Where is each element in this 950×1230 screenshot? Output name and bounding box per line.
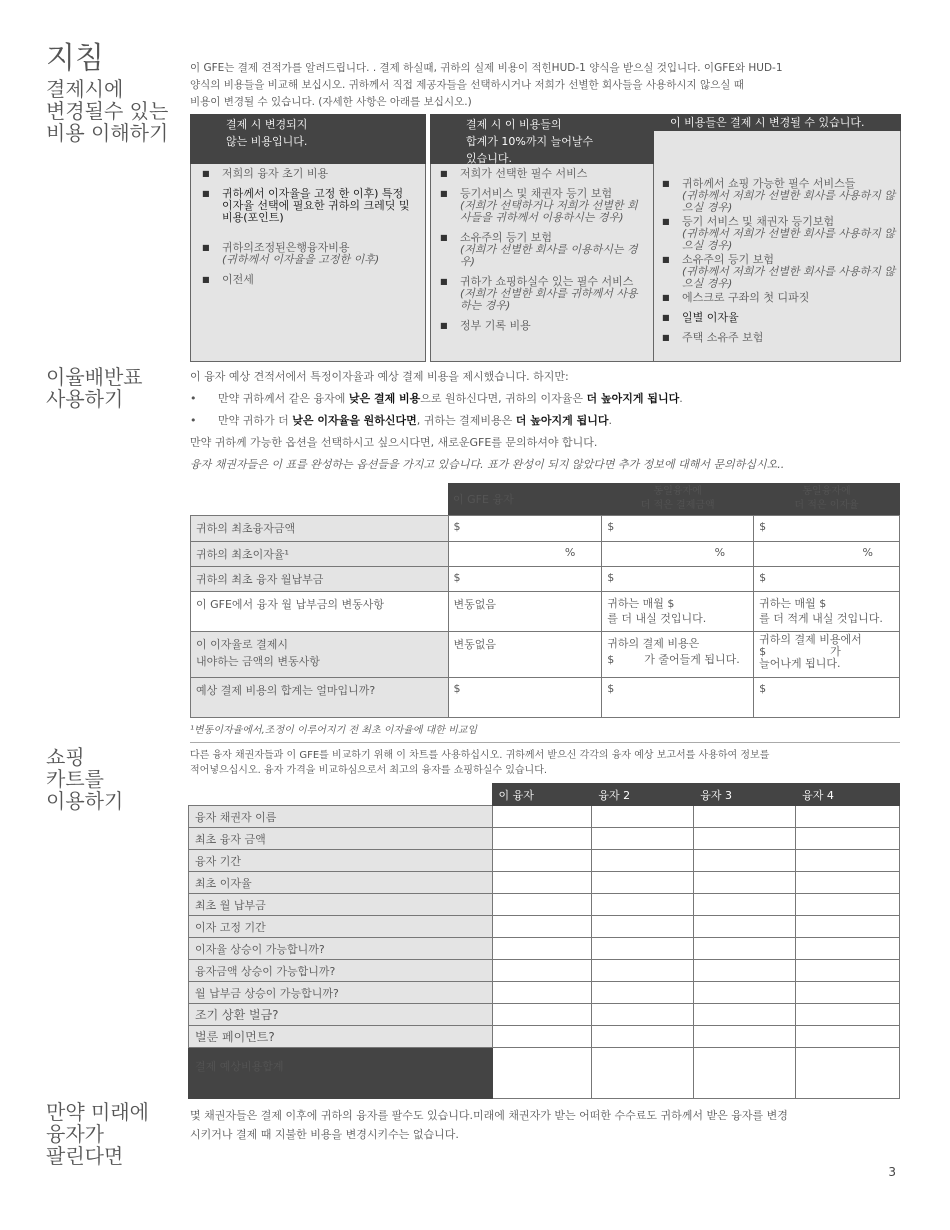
text: 다른 융자 채권자들과 이 GFE를 비교하기 위해 이 차트를 사용하십시오. 귀하께서 받으신 각각의 융자 예상 보고서를 사용하여 정보를	[190, 750, 770, 761]
value-cell[interactable]: $	[754, 516, 900, 542]
table-row	[189, 916, 900, 938]
input-cell[interactable]	[694, 806, 796, 828]
row-label: 귀하의 최초 융자 월납부금	[191, 567, 449, 592]
value-cell[interactable]	[754, 592, 900, 632]
header-loan: 융자 3	[694, 784, 796, 806]
header-this-gfe: 이 GFE 융자	[448, 483, 602, 516]
table-row	[189, 982, 900, 1004]
intro-line: 이 GFE는 결제 견적가를 알려드립니다. . 결제 하실때, 귀하의 실제 비용이 적힌HUD-1 양식을 받으실 것입니다. 이GFE와 HUD-1	[190, 62, 783, 74]
header-text: 더 적은 결제금액	[640, 500, 715, 511]
list-item: ■ 소유주의 등기 보험	[660, 254, 896, 266]
input-cell[interactable]	[694, 828, 796, 850]
input-cell[interactable]	[592, 1004, 694, 1026]
text: 만약 귀하가 더	[218, 414, 293, 427]
value-cell[interactable]: %	[602, 542, 754, 567]
list-item-note: (귀하께서 이자율을 고정한 이후)	[222, 253, 380, 266]
text: 귀하는 매월 $	[607, 597, 675, 610]
header-text: 있습니다.	[466, 152, 513, 165]
value-cell[interactable]: $	[448, 516, 602, 542]
value-cell[interactable]: $	[602, 567, 754, 592]
input-cell[interactable]	[694, 894, 796, 916]
input-cell[interactable]	[592, 960, 694, 982]
text: 적어넣으십시오. 융자 가격을 비교하심으로서 최고의 융자를 쇼핑하실수 있습니다.	[190, 765, 548, 776]
section2-title-line2: 사용하기	[46, 387, 124, 411]
input-cell[interactable]	[492, 850, 592, 872]
text: 만약 귀하께서 같은 융자에	[218, 392, 349, 405]
input-cell[interactable]	[492, 1026, 592, 1048]
header-can-change	[654, 114, 901, 131]
bullet-mark: •	[190, 392, 197, 405]
section3-title-line2: 카트를	[46, 767, 104, 791]
input-cell[interactable]	[694, 982, 796, 1004]
row-label: 융자 기간	[189, 850, 493, 872]
row-label: 벌룬 페이먼트?	[189, 1026, 493, 1048]
header-text: 않는 비용입니다.	[226, 135, 308, 148]
input-cell[interactable]	[592, 850, 694, 872]
list-item: ■ 귀하께서 이자율을 고정 한 이후) 특정 이자율 선택에 필요한 귀하의 크레딧 및 비용(포인트)	[200, 188, 416, 224]
input-cell[interactable]	[694, 1004, 796, 1026]
input-cell[interactable]	[592, 916, 694, 938]
text: 가 줄어들게 됩니다.	[644, 653, 740, 666]
text: 귀하는 매월 $	[759, 597, 827, 610]
value-cell: 변동없음	[448, 632, 602, 678]
table-row	[189, 1004, 900, 1026]
list-item-note: (귀하께서 저희가 선별한 회사를 사용하지 않으실 경우)	[682, 227, 896, 252]
section4-title-line2: 융자가	[46, 1122, 104, 1146]
table-row	[189, 850, 900, 872]
input-cell[interactable]	[492, 806, 592, 828]
text: 늘어나게 됩니다.	[759, 657, 841, 670]
value-cell[interactable]	[602, 592, 754, 632]
value-cell[interactable]: $	[602, 678, 754, 718]
table-row	[189, 1026, 900, 1048]
section1-title-line2: 변경될수 있는	[46, 99, 169, 123]
header-loan: 이 융자	[492, 784, 592, 806]
input-cell[interactable]	[796, 1004, 900, 1026]
row-label: 월 납부금 상승이 가능합니까?	[189, 982, 493, 1004]
list-ten-percent	[438, 168, 644, 340]
list-item: ■ 소유주의 등기 보험	[438, 232, 644, 244]
page-number: 3	[888, 1165, 896, 1179]
header-text: 결제 시 이 비용들의	[466, 118, 562, 131]
text: .	[679, 392, 683, 405]
input-cell[interactable]	[592, 938, 694, 960]
list-item-note: (저희가 선택하거나 저희가 선별한 회사들을 귀하께서 이용하시는 경우)	[460, 199, 638, 224]
row-label: 이자 고정 기간	[189, 916, 493, 938]
list-can-change	[660, 178, 896, 352]
header-text: 더 적은 이자율	[794, 500, 859, 511]
list-item: ■ 귀하가 쇼핑하실수 있는 필수 서비스	[438, 276, 644, 288]
input-cell[interactable]	[492, 916, 592, 938]
section2-title-line1: 이율배반표	[46, 365, 143, 389]
intro-paragraph	[190, 60, 900, 111]
header-loan: 융자 4	[796, 784, 900, 806]
text: $	[759, 645, 767, 658]
value-cell: 변동없음	[448, 592, 602, 632]
bullet-mark: •	[190, 414, 197, 427]
text: $	[607, 653, 615, 666]
input-cell[interactable]	[492, 828, 592, 850]
input-cell[interactable]	[796, 850, 900, 872]
text: 가	[830, 645, 841, 658]
input-cell[interactable]	[694, 938, 796, 960]
input-cell[interactable]	[694, 1048, 796, 1099]
text: , 귀하는 결제비용은	[416, 414, 516, 427]
table-row	[189, 872, 900, 894]
header-text: 결제 시 변경되지	[226, 118, 308, 131]
input-cell[interactable]	[492, 982, 592, 1004]
list-item-note: (저희가 선별한 회사를 귀하께서 사용하는 경우)	[460, 287, 638, 312]
footnote: ¹변동이자율에서,조정이 이루어지기 전 최초 이자율에 대한 비교임	[190, 725, 478, 736]
row-label: 최초 이자율	[189, 872, 493, 894]
divider	[190, 742, 900, 743]
table-row	[189, 828, 900, 850]
value-cell[interactable]: $	[448, 567, 602, 592]
input-cell[interactable]	[592, 806, 694, 828]
text-row	[607, 652, 748, 668]
page-title: 지침	[46, 41, 104, 76]
row-label-total: 결제 예상비용합계	[189, 1048, 493, 1099]
list-item: ■ 주택 소유주 보험	[660, 332, 896, 344]
table-row	[191, 678, 900, 718]
input-cell[interactable]	[592, 872, 694, 894]
header-loan: 융자 2	[592, 784, 694, 806]
header-no-change	[190, 114, 426, 164]
row-label: 융자금액 상승이 가능합니까?	[189, 960, 493, 982]
list-item: ■ 등기서비스 및 채권자 등기 보험	[438, 188, 644, 200]
input-cell[interactable]	[796, 872, 900, 894]
value-cell[interactable]: %	[754, 542, 900, 567]
shopping-intro	[190, 748, 900, 778]
row-label: 최초 월 납부금	[189, 894, 493, 916]
input-cell[interactable]	[796, 1026, 900, 1048]
header-lower-rate	[754, 483, 900, 516]
table-row	[189, 960, 900, 982]
row-label: 예상 결제 비용의 합계는 얼마입니까?	[191, 678, 449, 718]
input-cell[interactable]	[492, 894, 592, 916]
row-label: 조기 상환 벌금?	[189, 1004, 493, 1026]
input-cell[interactable]	[796, 806, 900, 828]
text: 이 이자율로 결제시	[196, 638, 289, 651]
text-emphasis: 더 높아지게 됩니다	[586, 392, 680, 405]
text: 내야하는 금액의 변동사항	[196, 655, 320, 668]
text: 으로 원하신다면, 귀하의 이자율은	[420, 392, 587, 405]
input-cell[interactable]	[492, 872, 592, 894]
section2-heading	[46, 366, 176, 410]
table-row	[191, 516, 900, 542]
list-item-note: (귀하께서 저희가 선별한 회사를 사용하지 않으실 경우)	[682, 265, 896, 290]
list-item: ■ 귀하의조정된은행융자비용	[200, 242, 416, 254]
table-row	[191, 567, 900, 592]
header-text: 동일융자에	[802, 486, 851, 497]
tradeoff-bullet-2	[190, 410, 900, 432]
input-cell[interactable]	[592, 894, 694, 916]
table-row-total	[189, 1048, 900, 1099]
intro-line: 비용이 변경될 수 있습니다. (자세한 사항은 아래를 보십시오.)	[190, 96, 472, 108]
input-cell[interactable]	[796, 894, 900, 916]
input-cell[interactable]	[492, 1004, 592, 1026]
tradeoff-note: 만약 귀하께 가능한 옵션을 선택하시고 싶으시다면, 새로운GFE를 문의하셔야 합니다.	[190, 436, 598, 449]
section1-title-line1: 결제시에	[46, 77, 124, 101]
row-label: 이 GFE에서 융자 월 납부금의 변동사항	[191, 592, 449, 632]
section4-title-line3: 팔린다면	[46, 1144, 124, 1168]
column-divider	[653, 164, 654, 362]
text: 시키거나 결제 때 지불한 비용을 변경시키수는 없습니다.	[190, 1128, 459, 1141]
table-row	[191, 592, 900, 632]
input-cell[interactable]	[796, 982, 900, 1004]
input-cell[interactable]	[694, 916, 796, 938]
input-cell[interactable]	[592, 1048, 694, 1099]
header-lower-settlement	[602, 483, 754, 516]
table-row	[189, 806, 900, 828]
list-item: ■ 일별 이자율	[660, 312, 896, 324]
row-label: 귀하의 최초이자율¹	[191, 542, 449, 567]
text: 를 더 적게 내실 것입니다.	[759, 612, 883, 625]
tradeoff-bullet-1	[190, 388, 900, 410]
header-text: 합계가 10%까지 늘어날수	[466, 135, 594, 148]
input-cell[interactable]	[492, 960, 592, 982]
list-item: ■ 에스크로 구좌의 첫 디파짓	[660, 292, 896, 304]
row-label: 이자율 상승이 가능합니까?	[189, 938, 493, 960]
value-cell[interactable]: %	[448, 542, 602, 567]
section1-title-line3: 비용 이해하기	[46, 121, 169, 145]
list-item-note: (저희가 선별한 회사를 이용하시는 경우)	[460, 243, 638, 268]
table-row	[191, 542, 900, 567]
section4-title-line1: 만약 미래에	[46, 1100, 149, 1124]
input-cell[interactable]	[694, 872, 796, 894]
input-cell[interactable]	[796, 828, 900, 850]
input-cell[interactable]	[796, 938, 900, 960]
table-row	[189, 938, 900, 960]
list-no-change	[200, 168, 416, 294]
input-cell[interactable]	[694, 1026, 796, 1048]
input-cell[interactable]	[592, 828, 694, 850]
header-ten-percent	[430, 114, 654, 164]
future-paragraph	[190, 1106, 900, 1144]
guide-heading	[46, 42, 176, 144]
input-cell[interactable]	[492, 1048, 592, 1099]
settlement-changes-table	[190, 114, 901, 362]
list-item: ■ 이전세	[200, 274, 416, 286]
section3-title-line3: 이용하기	[46, 789, 124, 813]
section3-title-line1: 쇼핑	[46, 745, 85, 769]
input-cell[interactable]	[694, 850, 796, 872]
text-emphasis: 낮은 이자율을 원하신다면	[292, 414, 417, 427]
tradeoff-intro: 이 융자 예상 견적서에서 특정이자율과 예상 결제 비용을 제시했습니다. 하지만:	[190, 370, 569, 383]
input-cell[interactable]	[796, 960, 900, 982]
value-cell[interactable]: $	[448, 678, 602, 718]
input-cell[interactable]	[694, 960, 796, 982]
section3-heading	[46, 746, 176, 812]
header-text: 이 비용들은 결제 시 변경될 수 있습니다.	[670, 116, 865, 129]
list-item: ■ 귀하께서 쇼핑 가능한 필수 서비스들	[660, 178, 896, 190]
text: 를 더 내실 것입니다.	[607, 612, 707, 625]
value-cell[interactable]: $	[754, 567, 900, 592]
list-item-note: (귀하께서 저희가 선별한 회사를 사용하지 않으실 경우)	[682, 189, 896, 214]
header-text: 동일융자에	[653, 486, 702, 497]
list-item: ■ 정부 기록 비용	[438, 320, 644, 332]
tradeoff-table	[190, 483, 900, 718]
blank-header	[189, 784, 493, 806]
row-label: 귀하의 최초융자금액	[191, 516, 449, 542]
text-emphasis: 낮은 결제 비용	[348, 392, 421, 405]
value-cell[interactable]: $	[602, 516, 754, 542]
input-cell[interactable]	[592, 982, 694, 1004]
shopping-chart-table	[188, 783, 900, 1099]
row-label: 최초 융자 금액	[189, 828, 493, 850]
list-item: ■ 저희가 선택한 필수 서비스	[438, 168, 644, 180]
table-row	[191, 632, 900, 678]
list-item: ■ 등기 서비스 및 채권자 등기보험	[660, 216, 896, 228]
text: 귀하의 결제 비용은	[607, 637, 700, 650]
row-label: 융자 채권자 이름	[189, 806, 493, 828]
text: .	[608, 414, 612, 427]
input-cell[interactable]	[592, 1026, 694, 1048]
intro-line: 양식의 비용들을 비교해 보십시오. 귀하께서 직접 제공자들을 선택하시거나 저희가 선별한 회사들을 사용하시지 않으실 때	[190, 79, 744, 91]
table-row	[189, 894, 900, 916]
value-cell[interactable]	[602, 632, 754, 678]
text-emphasis: 더 높아지게 됩니다	[515, 414, 609, 427]
input-cell[interactable]	[796, 916, 900, 938]
text: 몇 채권자들은 결제 이후에 귀하의 융자를 팔수도 있습니다.미래에 채권자가 받는 어떠한 수수료도 귀하께서 받은 융자를 변경	[190, 1109, 788, 1122]
list-item: ■ 저희의 융자 초기 비용	[200, 168, 416, 180]
value-cell[interactable]: $	[754, 678, 900, 718]
tradeoff-note-italic: 융자 채권자들은 이 표를 완성하는 옵션들을 가지고 있습니다. 표가 완성이 되지 않았다면 추가 정보에 대해서 문의하십시오..	[190, 458, 785, 471]
text: 귀하의 결제 비용에서	[759, 633, 862, 646]
row-label	[191, 632, 449, 678]
blank-header	[191, 483, 449, 516]
input-cell[interactable]	[492, 938, 592, 960]
tradeoff-text	[190, 366, 900, 476]
value-cell[interactable]	[754, 632, 900, 678]
input-cell[interactable]	[796, 1048, 900, 1099]
section4-heading	[46, 1101, 176, 1167]
